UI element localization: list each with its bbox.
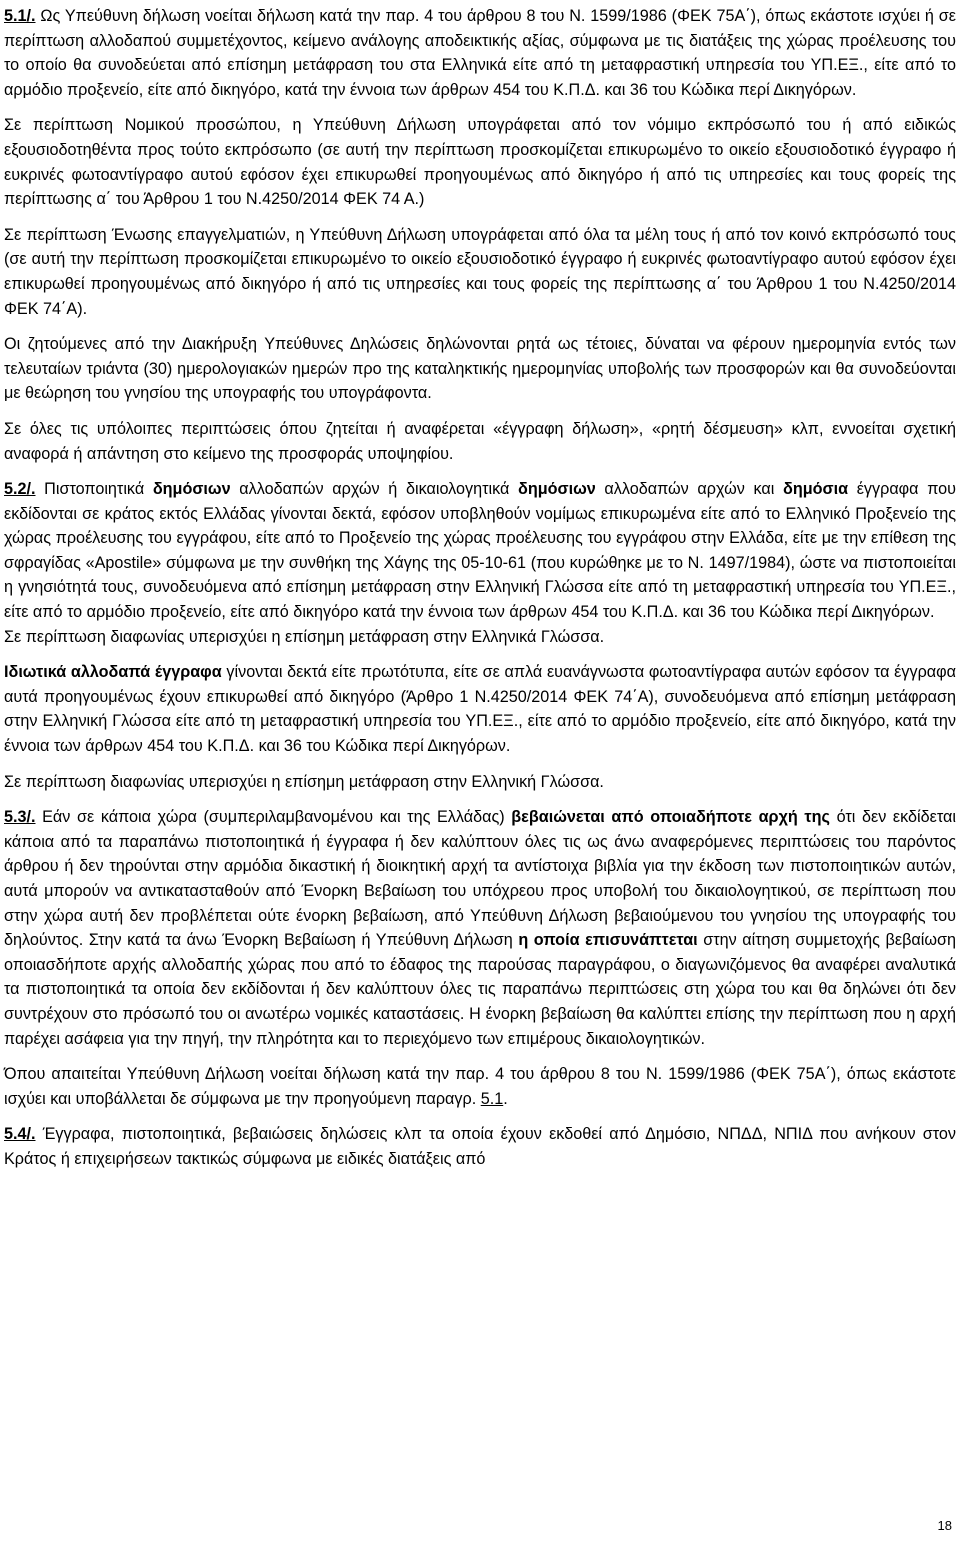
document-page xyxy=(4,4,956,1172)
bold-term: δημόσιων xyxy=(518,480,596,499)
paragraph-declaration-dates: Οι ζητούμενες από την Διακήρυξη Υπεύθυνες Δηλώσεις δηλώνονται ρητά ως τέτοιες, δύναται να φέρουν ημερομηνία εντός των τελευταίων τριάντα (30) ημερολογιακών ημερών προ της καταληκτικής ημερομηνίας υποβολής των προσφορών και θα συνοδεύονται με θεώρηση του γνησίου της υπογραφής του υπογράφοντα. xyxy=(4,335,956,403)
paragraph-professional-union: Σε περίπτωση Ένωσης επαγγελματιών, η Υπεύθυνη Δήλωση υπογράφεται από όλα τα μέλη τους ή από τον κοινό εκπρόσωπό τους (σε αυτή την περίπτωση προσκομίζεται επικυρωμένο το οικείο εξουσιοδοτικό έγγραφο ή ευκρινές φωτοαντίγραφο αυτού εφόσον έχει επικυρωθεί προηγουμένως από δικηγόρο ή από τις υπηρεσίες και τους φορείς της περίπτωσης α΄ του Άρθρου 1 του Ν.4250/2014 ΦΕΚ 74΄Α). xyxy=(4,225,956,318)
bold-term: Ιδιωτικά αλλοδαπά έγγραφα xyxy=(4,663,222,682)
section-5-4: 5.4/. Έγγραφα, πιστοποιητικά, βεβαιώσεις δηλώσεις κλπ τα οποία έχουν εκδοθεί από Δημόσιο, ΝΠΔΔ, ΝΠΙΔ που ανήκουν στον Κράτος ή επιχειρήσεων τακτικώς σύμφωνα με ειδικές διατάξεις από xyxy=(4,1125,956,1168)
paragraph-other-cases: Σε όλες τις υπόλοιπες περιπτώσεις όπου ζητείται ή αναφέρεται «έγγραφη δήλωση», «ρητή δέσμευση» κλπ, εννοείται σχετική αναφορά ή απάντηση στο κείμενο της προσφοράς υποψηφίου. xyxy=(4,419,956,463)
section-5-1 xyxy=(4,4,956,102)
section-number: 5.2/. xyxy=(4,480,36,499)
bold-term: βεβαιώνεται από οποιαδήποτε αρχή της xyxy=(511,808,830,827)
section-5-3: 5.3/. Εάν σε κάποια χώρα (συμπεριλαμβανομένου και της Ελλάδας) βεβαιώνεται από οποιαδήποτε αρχή της ότι δεν εκδίδεται κάποια από τα παραπάνω πιστοποιητικά ή έγγραφα ή δεν καλύπτουν όλες τις ως άνω αναφερόμενες περιπτώσεις του παρόντος άρθρου ή δεν τηρούνται στην αρμόδια δικαστική ή διοικητική αρχή τα αντίστοιχα βιβλία για την έκδοση των πιστοποιητικών αυτών, αυτά μπορούν να αντικατασταθούν από Ένορκη Βεβαίωση του υπόχρεου προς υποβολή του δικαιολογητικού, σε περίπτωση που στην χώρα αυτή δεν προβλέπεται ούτε ένορκη βεβαίωση, από Υπεύθυνη Δήλωση βεβαιούμενου του γνησίου της υπογραφής του δηλούντος. Στην κατά τα άνω Ένορκη Βεβαίωση ή Υπεύθυνη Δήλωση η οποία επισυνάπτεται στην αίτηση συμμετοχής βεβαίωση οποιασδήποτε αρχής αλλοδαπής χώρας που από το έδαφος της παρούσας παραγράφου, ο διαγωνιζόμενος θα αναφέρει αναλυτικά τα πιστοποιητικά τα οποία δεν εκδίδονται ή δεν καλύπτουν όλες τις παραπάνω περιπτώσεις στη χώρα του και θα δηλώνει ότι δεν συντρέχουν στο πρόσωπό του οι ανωτέρω νομικές καταστάσεις. Η ένορκη βεβαίωση θα καλύπτει επίσης την περίπτωση που η αρχή παρέχει ασάφεια για την πηγή, την πληρότητα και το περιεχόμενο των επιμέρους δικαιολογητικών. xyxy=(4,808,956,1048)
paragraph-private-conflict: Σε περίπτωση διαφωνίας υπερισχύει η επίσημη μετάφραση στην Ελληνική Γλώσσα. xyxy=(4,772,604,791)
section-5-2: 5.2/. Πιστοποιητικά δημόσιων αλλοδαπών αρχών ή δικαιολογητικά δημόσιων αλλοδαπών αρχών και δημόσια έγγραφα που εκδίδονται σε κράτος εκτός Ελλάδας γίνονται δεκτά, εφόσον υποβληθούν νομίμως επικυρωμένα είτε από το Ελληνικό Προξενείο της χώρας προέλευσης του εγγράφου, είτε από το Προξενείο της χώρας προέλευσης του εγγράφου στην Ελλάδα, είτε με την επίθεση της σφραγίδας «Apostile» σύμφωνα με την συνθήκη της Χάγης της 05-10-61 (που κυρώθηκε με το Ν. 1497/1984), ώστε να πιστοποιείται η γνησιότητά τους, συνοδευόμενα από επίσημη μετάφραση στην Ελληνική Γλώσσα είτε από τη μεταφραστική υπηρεσία του ΥΠ.ΕΞ., είτε από το αρμόδιο προξενείο, είτε από δικηγόρο κατά την έννοια των άρθρων 454 του Κ.Π.Δ. και 36 του Κώδικα περί Δικηγόρων. xyxy=(4,480,956,622)
paragraph-legal-entity: Σε περίπτωση Νομικού προσώπου, η Υπεύθυνη Δήλωση υπογράφεται από τον νόμιμο εκπρόσωπό του ή από ειδικώς εξουσιοδοτηθέντα προς τούτο εκπρόσωπο (σε αυτή την περίπτωση προσκομίζεται επικυρωμένο το οικείο εξουσιοδοτικό έγγραφο ή ευκρινές φωτοαντίγραφο αυτού εφόσον έχει επικυρωθεί προηγουμένως από δικηγόρο ή από τις υπηρεσίες και τους φορείς της περίπτωσης α΄ του Άρθρου 1 του Ν.4250/2014 ΦΕΚ 74 Α.) xyxy=(4,116,956,209)
bold-term: δημόσια xyxy=(783,480,849,499)
page-number: 18 xyxy=(937,1518,952,1533)
bold-term: δημόσιων xyxy=(152,480,231,499)
paragraph-where-required: Όπου απαιτείται Υπεύθυνη Δήλωση νοείται δήλωση κατά την παρ. 4 του άρθρου 8 του Ν. 1599/1986 (ΦΕΚ 75Α΄), όπως εκάστοτε ισχύει και υποβάλλεται δε σύμφωνα με την προηγούμενη παραγρ. 5.1. xyxy=(4,1065,956,1108)
paragraph-private-documents: Ιδιωτικά αλλοδαπά έγγραφα γίνονται δεκτά είτε πρωτότυπα, είτε σε απλά ευανάγνωστα φωτοαντίγραφα αυτών εφόσον τα έγγραφα αυτά προηγουμένως έχουν επικυρωθεί από δικηγόρο (Άρθρο 1 Ν.4250/2014 ΦΕΚ 74΄Α), συνοδευόμενα από επίσημη μετάφραση στην Ελληνική Γλώσσα είτε από τη μεταφραστική υπηρεσία του ΥΠ.ΕΞ., είτε από το αρμόδιο προξενείο, είτε από δικηγόρο, κατά την έννοια των άρθρων 454 του Κ.Π.Δ. και 36 του Κώδικα περί Δικηγόρων. xyxy=(4,663,956,756)
paragraph-translation-conflict: Σε περίπτωση διαφωνίας υπερισχύει η επίσημη μετάφραση στην Ελληνικά Γλώσσα. xyxy=(4,627,605,646)
section-number: 5.3/. xyxy=(4,808,36,827)
paragraph-reference: 5.1 xyxy=(480,1089,504,1108)
section-text: Ως Υπεύθυνη δήλωση νοείται δήλωση κατά την παρ. 4 του άρθρου 8 του Ν. 1599/1986 (ΦΕΚ 75Α΄), όπως εκάστοτε ισχύει ή σε περίπτωση αλλοδαπού συμμετέχοντος, κείμενο ανάλογης αποδεικτικής αξίας, σύμφωνα με τις διατάξεις της χώρας προέλευσης του το οποίο θα συνοδεύεται από επίσημη μετάφραση του στα Ελληνικά είτε από τη μεταφραστική υπηρεσία του ΥΠ.ΕΞ., είτε από το αρμόδιο προξενείο, είτε από δικηγόρο, κατά την έννοια των άρθρων 454 του Κ.Π.Δ. και 36 του Κώδικα περί Δικηγόρων. xyxy=(4,7,956,99)
section-number: 5.4/. xyxy=(4,1125,36,1144)
section-number: 5.1/. xyxy=(4,7,36,25)
bold-term: η οποία επισυνάπτεται xyxy=(518,931,698,950)
